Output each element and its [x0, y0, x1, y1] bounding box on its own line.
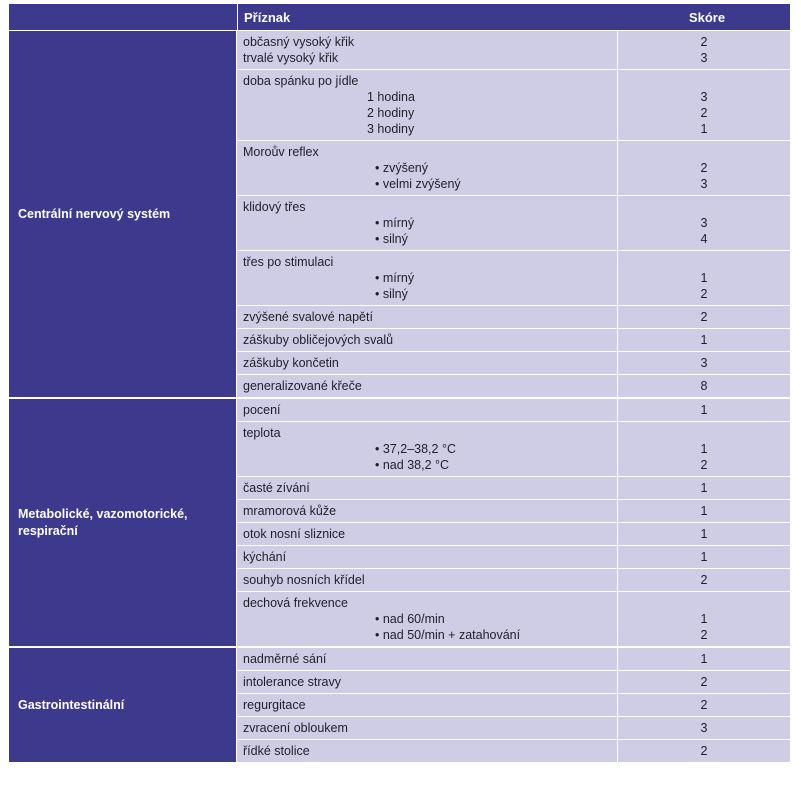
symptom-option: 3 hodiny	[367, 122, 415, 136]
score-value: 2	[700, 744, 708, 758]
header-category-cell	[9, 4, 238, 30]
score-value: 2	[700, 161, 708, 175]
symptom-label: doba spánku po jídle	[243, 74, 359, 88]
score-value: 1	[700, 652, 708, 666]
table-row	[237, 592, 790, 646]
symptom-label: záškuby končetin	[237, 352, 618, 374]
header-symptom: Příznak	[244, 9, 291, 25]
table-row	[237, 671, 790, 694]
score-value: 1	[700, 122, 708, 136]
category-label: Gastrointestinální	[9, 648, 237, 762]
table-row	[237, 523, 790, 546]
category-group	[9, 648, 790, 762]
symptom-label: pocení	[237, 399, 618, 421]
table-row	[237, 70, 790, 141]
table-row	[237, 306, 790, 329]
score-value: 1	[700, 271, 708, 285]
score-value: 2	[700, 698, 708, 712]
score-value: 3	[700, 721, 708, 735]
symptom-label: generalizované křeče	[237, 375, 618, 397]
symptom-label: otok nosní sliznice	[237, 523, 618, 545]
table-header	[9, 4, 790, 31]
table-row	[237, 422, 790, 477]
score-value: 1	[700, 612, 708, 626]
symptom-option: • mírný	[243, 270, 611, 286]
symptom-label: řídké stolice	[237, 740, 618, 762]
symptom-label: regurgitace	[237, 694, 618, 716]
symptom-label: třes po stimulaci	[243, 255, 334, 269]
score-value: 1	[700, 403, 708, 417]
symptom-label: trvalé vysoký křik	[243, 51, 339, 65]
score-value: 1	[700, 442, 708, 456]
table-row	[237, 477, 790, 500]
symptom-option: • nad 60/min	[243, 611, 611, 627]
table-row	[237, 141, 790, 196]
score-value: 2	[700, 628, 708, 642]
score-value: 3	[700, 51, 708, 65]
category-label: Centrální nervový systém	[9, 31, 237, 397]
score-value: 2	[700, 287, 708, 301]
symptom-label: mramorová kůže	[237, 500, 618, 522]
table-row	[237, 648, 790, 671]
symptom-option: • nad 50/min + zatahování	[243, 627, 611, 643]
score-value: 3	[700, 216, 708, 230]
symptom-option: • nad 38,2 °C	[243, 457, 611, 473]
symptom-label: intolerance stravy	[237, 671, 618, 693]
score-value: 2	[700, 573, 708, 587]
table-row	[237, 717, 790, 740]
header-score: Skóre	[688, 9, 726, 25]
table-row	[237, 251, 790, 306]
score-value: 2	[700, 310, 708, 324]
symptom-label: nadměrné sání	[237, 648, 618, 670]
score-value: 8	[700, 379, 708, 393]
symptom-label: kýchání	[237, 546, 618, 568]
score-value: 1	[700, 481, 708, 495]
table-row	[237, 31, 790, 70]
table-row	[237, 740, 790, 762]
symptom-label: Moroův reflex	[243, 145, 319, 159]
score-value: 1	[700, 333, 708, 347]
symptom-option: • silný	[243, 286, 611, 302]
score-value: 1	[700, 504, 708, 518]
table-row	[237, 196, 790, 251]
score-value: 2	[700, 458, 708, 472]
score-value: 2	[700, 35, 708, 49]
symptom-label: klidový třes	[243, 200, 306, 214]
symptom-option: 2 hodiny	[367, 106, 415, 120]
category-group	[9, 399, 790, 648]
score-value: 1	[700, 550, 708, 564]
score-value: 2	[700, 675, 708, 689]
symptom-label: dechová frekvence	[243, 596, 348, 610]
symptom-option: • zvýšený	[243, 160, 611, 176]
category-group	[9, 31, 790, 399]
symptom-option: • silný	[243, 231, 611, 247]
table-row	[237, 694, 790, 717]
symptom-option: • velmi zvýšený	[243, 176, 611, 192]
symptom-label: souhyb nosních křídel	[237, 569, 618, 591]
symptom-label: občasný vysoký křik	[243, 35, 355, 49]
score-value: 3	[700, 90, 708, 104]
table-row	[237, 352, 790, 375]
symptom-option: • 37,2–38,2 °C	[243, 441, 611, 457]
table-row	[237, 546, 790, 569]
score-value: 2	[700, 106, 708, 120]
table-row	[237, 375, 790, 397]
score-value: 3	[700, 356, 708, 370]
score-value: 4	[700, 232, 708, 246]
scoring-table	[9, 4, 790, 762]
score-value: 1	[700, 527, 708, 541]
symptom-label: záškuby obličejových svalů	[237, 329, 618, 351]
symptom-option: • mírný	[243, 215, 611, 231]
table-row	[237, 500, 790, 523]
table-row	[237, 329, 790, 352]
symptom-label: zvracení obloukem	[237, 717, 618, 739]
score-value: 3	[700, 177, 708, 191]
symptom-label: teplota	[243, 426, 281, 440]
table-row	[237, 569, 790, 592]
symptom-label: zvýšené svalové napětí	[237, 306, 618, 328]
category-label: Metabolické, vazomotorické, respirační	[9, 399, 237, 646]
symptom-label: časté zívání	[237, 477, 618, 499]
symptom-option: 1 hodina	[367, 90, 415, 104]
table-row	[237, 399, 790, 422]
